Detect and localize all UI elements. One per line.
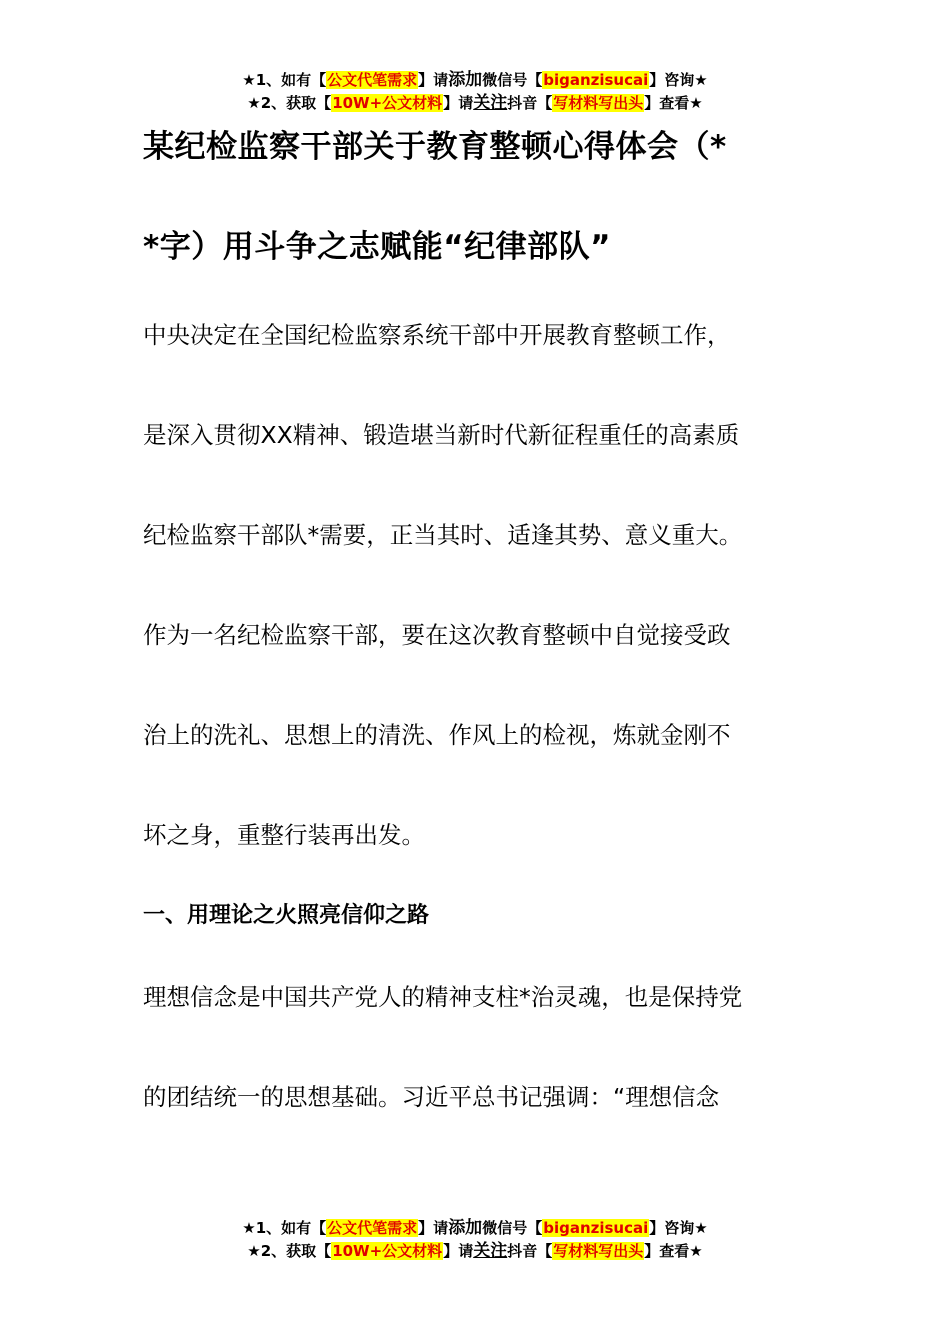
banner-emphasis: 关注: [473, 1241, 508, 1261]
footer-banner: [0, 1217, 950, 1263]
banner-text: 】请: [443, 94, 474, 112]
title-line: *字）用斗争之志赋能“纪律部队”: [143, 229, 611, 265]
paragraph-line: 作为一名纪检监察干部，要在这次教育整顿中自觉接受政: [143, 621, 731, 649]
banner-line-1: [0, 69, 950, 92]
title-line: 某纪检监察干部关于教育整顿心得体会（*: [143, 129, 727, 165]
banner-highlight: 公文代笔需求: [327, 1219, 418, 1237]
banner-text: ★2、获取【: [247, 1242, 332, 1260]
banner-highlight-douyin-id: 写材料写出头: [553, 1242, 644, 1260]
banner-emphasis: 添加: [448, 1218, 483, 1238]
banner-highlight: 10W+公文材料: [332, 94, 443, 112]
banner-emphasis: 关注: [473, 93, 508, 113]
paragraph-line: 是深入贯彻XX精神、锻造堪当新时代新征程重任的高素质: [143, 421, 740, 449]
document-title: [143, 97, 823, 297]
paragraph-line: 坏之身，重整行装再出发。: [143, 821, 425, 849]
banner-text: 】咨询★: [649, 1219, 708, 1237]
banner-text: 】查看★: [644, 94, 703, 112]
banner-line-2: [0, 1240, 950, 1263]
paragraph-line: 理想信念是中国共产党人的精神支柱*治灵魂，也是保持党: [143, 983, 743, 1011]
banner-text: ★1、如有【: [242, 1219, 327, 1237]
banner-text: ★2、获取【: [247, 94, 332, 112]
banner-highlight: 公文代笔需求: [327, 71, 418, 89]
banner-text: 微信号【: [482, 1219, 543, 1237]
paragraph-line: 纪检监察干部队*需要，正当其时、适逢其势、意义重大。: [143, 521, 743, 549]
banner-highlight: 10W+公文材料: [332, 1242, 443, 1260]
banner-text: 抖音【: [507, 94, 553, 112]
banner-highlight-wechat-id: biganzisucai: [543, 1219, 649, 1237]
banner-text: 】查看★: [644, 1242, 703, 1260]
banner-highlight-douyin-id: 写材料写出头: [553, 94, 644, 112]
banner-text: 抖音【: [507, 1242, 553, 1260]
banner-text: 】咨询★: [649, 71, 708, 89]
section-paragraph: [143, 947, 823, 1147]
banner-text: 微信号【: [482, 71, 543, 89]
banner-text: 】请: [418, 71, 449, 89]
banner-text: 】请: [418, 1219, 449, 1237]
banner-text: 】请: [443, 1242, 474, 1260]
banner-highlight-wechat-id: biganzisucai: [543, 71, 649, 89]
banner-emphasis: 添加: [448, 70, 483, 90]
banner-text: ★1、如有【: [242, 71, 327, 89]
paragraph-line: 的团结统一的思想基础。习近平总书记强调：“理想信念: [143, 1083, 720, 1111]
section-heading: 一、用理论之火照亮信仰之路: [143, 903, 430, 928]
paragraph-line: 治上的洗礼、思想上的清洗、作风上的检视，炼就金刚不: [143, 721, 731, 749]
paragraph-line: 中央决定在全国纪检监察系统干部中开展教育整顿工作，: [143, 321, 731, 349]
intro-paragraph: [143, 285, 823, 885]
banner-line-1: [0, 1217, 950, 1240]
